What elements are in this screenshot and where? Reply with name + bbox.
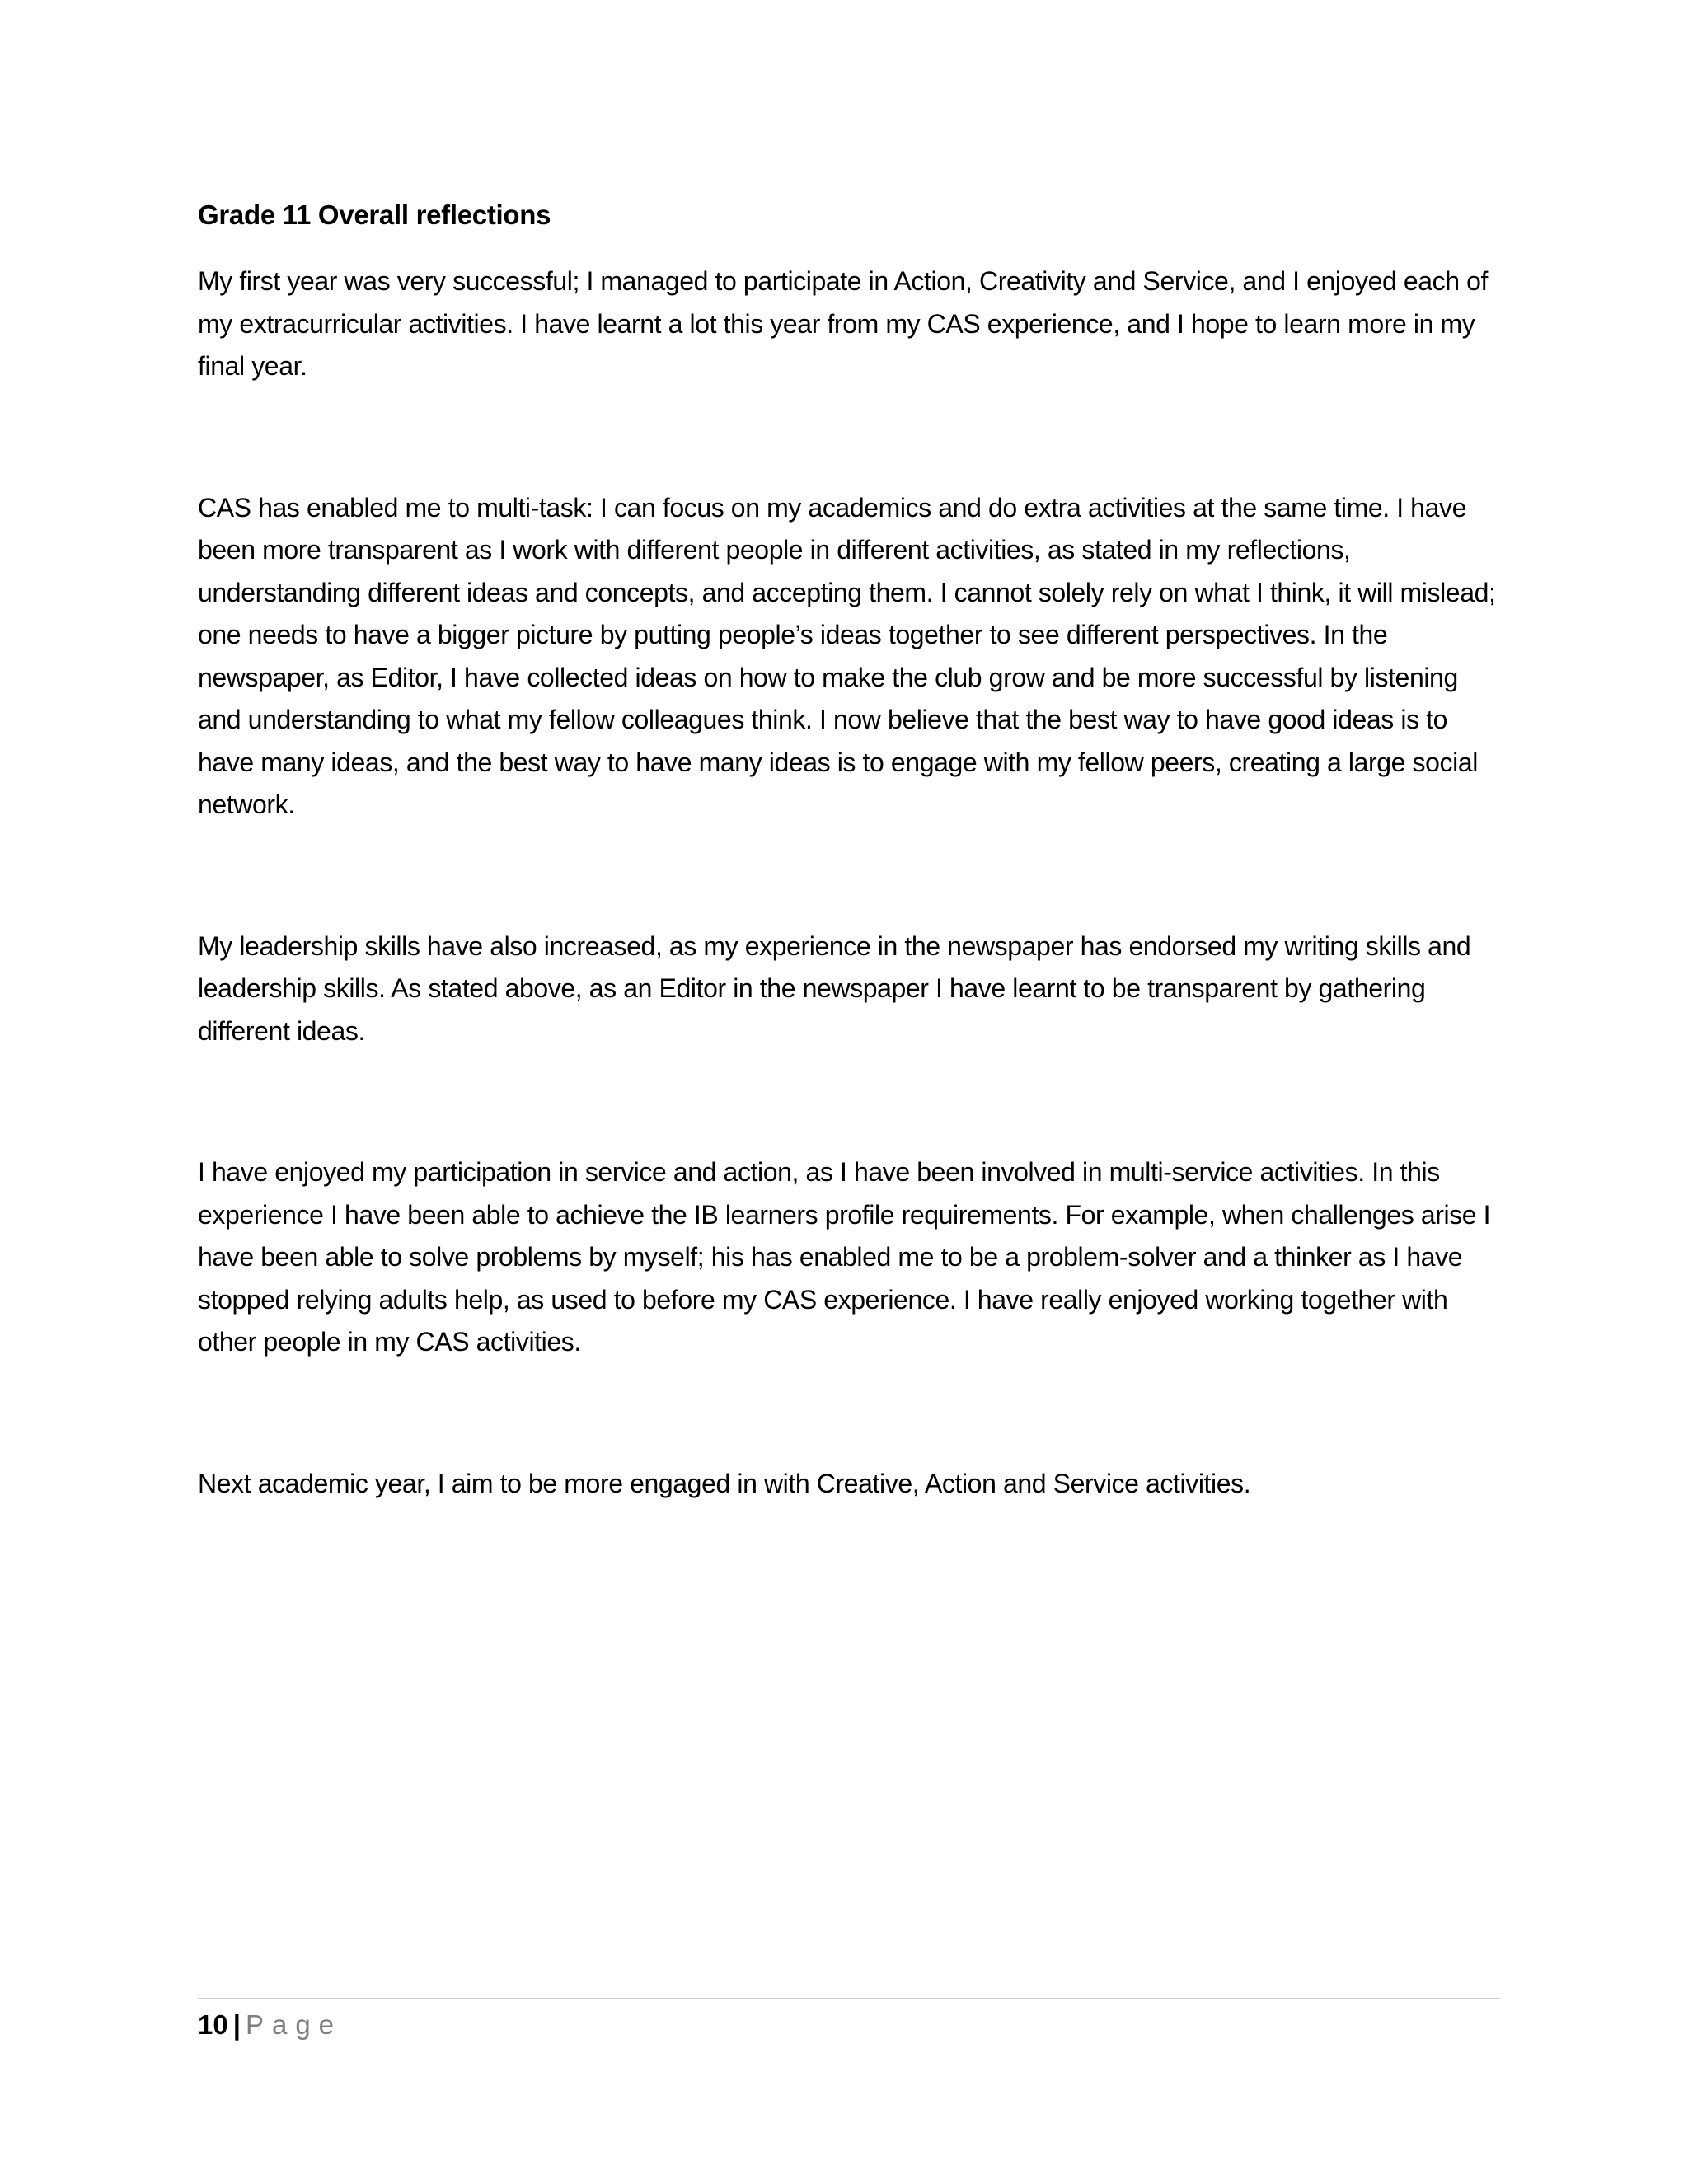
paragraph: I have enjoyed my participation in service and action, as I have been involved in multi-service activities. In this experience I have been able to achieve the IB learners profile requirements. For example, when challenges arise I have been able to solve problems by myself; his has enabled me to be a problem-solver and a thinker as I have stopped relying adults help, as used to before my CAS experience. I have really enjoyed working together with other people in my CAS activities.: [198, 1157, 1491, 1357]
page-content: [198, 194, 1500, 1505]
paragraph: My first year was very successful; I managed to participate in Action, Creativity and Service, and I enjoyed each of my extracurricular activities. I have learnt a lot this year from my CAS experience, and I hope to learn more in my final year.: [198, 266, 1489, 381]
paragraph-spacer: [198, 827, 1500, 926]
page-label: Page: [245, 2009, 343, 2040]
page-number: 10: [198, 2009, 228, 2040]
paragraph-spacer: [198, 1052, 1500, 1151]
footer-divider: [198, 1998, 1500, 1999]
paragraph: Next academic year, I aim to be more engaged in with Creative, Action and Service activities.: [198, 1468, 1251, 1498]
footer-separator: |: [232, 2009, 241, 2040]
paragraph: CAS has enabled me to multi-task: I can focus on my academics and do extra activities at the same time. I have been more transparent as I work with different people in different activities, as stated in my reflections, understanding different ideas and concepts, and accepting them. I cannot solely rely on what I think, it will mislead; one needs to have a bigger picture by putting people’s ideas together to see different perspectives. In the newspaper, as Editor, I have collected ideas on how to make the club grow and be more successful by listening and understanding to what my fellow colleagues think. I now believe that the best way to have good ideas is to have many ideas, and the best way to have many ideas is to engage with my fellow peers, creating a large social network.: [198, 492, 1496, 819]
paragraph-spacer: [198, 388, 1500, 487]
section-heading: Grade 11 Overall reflections: [198, 199, 551, 230]
page-footer: [198, 2004, 342, 2046]
paragraph: My leadership skills have also increased, as my experience in the newspaper has endorsed my writing skills and leadership skills. As stated above, as an Editor in the newspaper I have learnt to be transparent by gathering different ideas.: [198, 930, 1471, 1046]
paragraph-spacer: [198, 1364, 1500, 1463]
